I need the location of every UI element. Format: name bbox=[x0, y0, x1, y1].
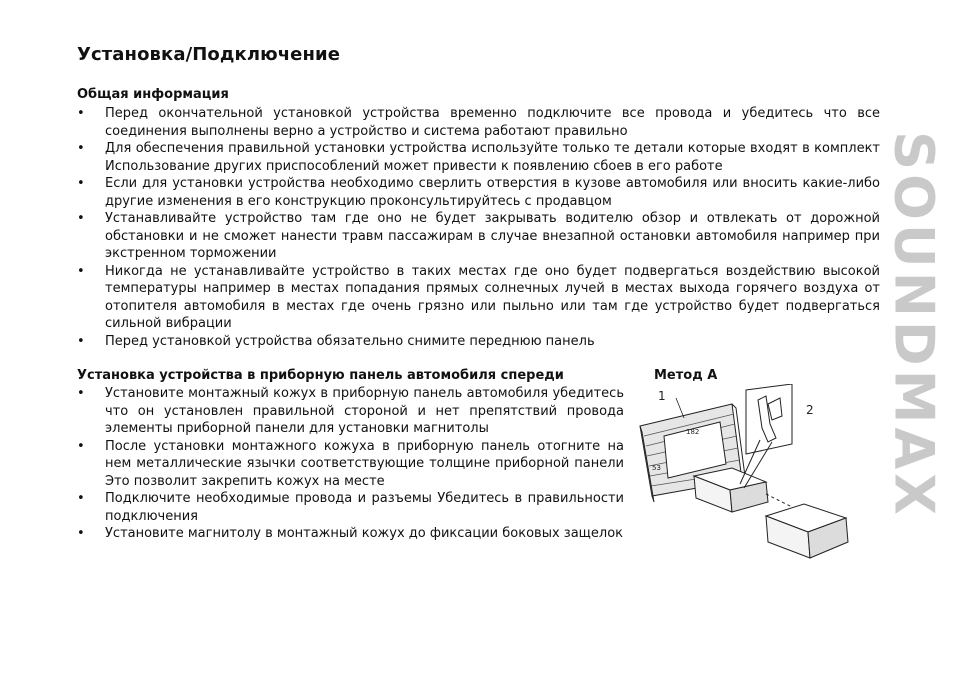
head-unit bbox=[766, 504, 848, 558]
installation-diagram bbox=[636, 384, 850, 574]
list-item: • Устанавливайте устройство там где оно не будет закрывать водителю обзор и отвлекать от дорожной обстановки и не сможет нанести травм пассажирам в случае внезапной остановки автомобиля например при экстренном торможении bbox=[77, 211, 880, 261]
bullet-icon: • bbox=[77, 176, 85, 191]
list-item: • Установите монтажный кожух в приборную панель автомобиля убедитесь что он установлен правильной стороной и нет препятствий провода элементы приборной панели для установки магнитолы bbox=[77, 386, 624, 436]
section-heading-general: Общая информация bbox=[77, 87, 229, 102]
leader-line-1 bbox=[676, 398, 684, 418]
bullet-icon: • bbox=[77, 526, 85, 541]
method-label: Метод А bbox=[654, 368, 718, 383]
list-item: • Никогда не устанавливайте устройство в таких местах где оно будет подвергаться воздействию высокой температуры например в местах попадания прямых солнечных лучей в местах выхода горячего воздуха от отопителя автомобиля в местах где очень грязно или пыльно или там где устройство будет подвергаться сильной вибрации bbox=[77, 263, 880, 331]
list-item: • Для обеспечения правильной установки устройства используйте только те детали которые входят в комплект Использование других приспособлений может привести к появлению сбоев в его работе bbox=[77, 141, 880, 174]
bullet-icon: • bbox=[77, 106, 85, 121]
list-item: • Установите магнитолу в монтажный кожух до фиксации боковых защелок bbox=[77, 526, 624, 541]
general-info-list bbox=[77, 105, 880, 350]
brand-wordmark: SOUNDMAX bbox=[882, 131, 946, 519]
front-install-list bbox=[77, 385, 624, 543]
bullet-icon: • bbox=[77, 263, 85, 279]
bullet-icon: • bbox=[77, 491, 85, 506]
brand-logo bbox=[882, 45, 946, 605]
dim-height-label: 53 bbox=[652, 464, 661, 472]
bullet-icon: • bbox=[77, 141, 85, 156]
page-title: Установка/Подключение bbox=[77, 44, 341, 65]
detail-inset bbox=[740, 384, 792, 488]
insertion-path bbox=[766, 494, 794, 508]
bullet-icon: • bbox=[77, 211, 85, 226]
mounting-sleeve bbox=[694, 468, 768, 512]
callout-1: 1 bbox=[658, 389, 666, 403]
bullet-icon: • bbox=[77, 438, 85, 454]
list-item: • Если для установки устройства необходимо сверлить отверстия в кузове автомобиля или вносить какие-либо другие изменения в его конструкцию проконсультируйтесь с продавцом bbox=[77, 176, 880, 209]
bullet-icon: • bbox=[77, 386, 85, 401]
bullet-icon: • bbox=[77, 333, 85, 349]
dim-width-label: 182 bbox=[686, 428, 700, 436]
list-item: • Перед окончательной установкой устройства временно подключите все провода и убедитесь что все соединения выполнены верно а устройство и система работают правильно bbox=[77, 106, 880, 139]
list-item: • После установки монтажного кожуха в приборную панель отогните на нем металлические язычки соответствующие толщине приборной панели Это позволит закрепить кожух на месте bbox=[77, 438, 624, 489]
list-item: • Перед установкой устройства обязательно снимите переднюю панель bbox=[77, 333, 595, 349]
list-item: • Подключите необходимые провода и разъемы Убедитесь в правильности подключения bbox=[77, 491, 624, 524]
callout-2: 2 bbox=[806, 403, 814, 417]
section-heading-front-install: Установка устройства в приборную панель автомобиля спереди bbox=[77, 368, 564, 383]
